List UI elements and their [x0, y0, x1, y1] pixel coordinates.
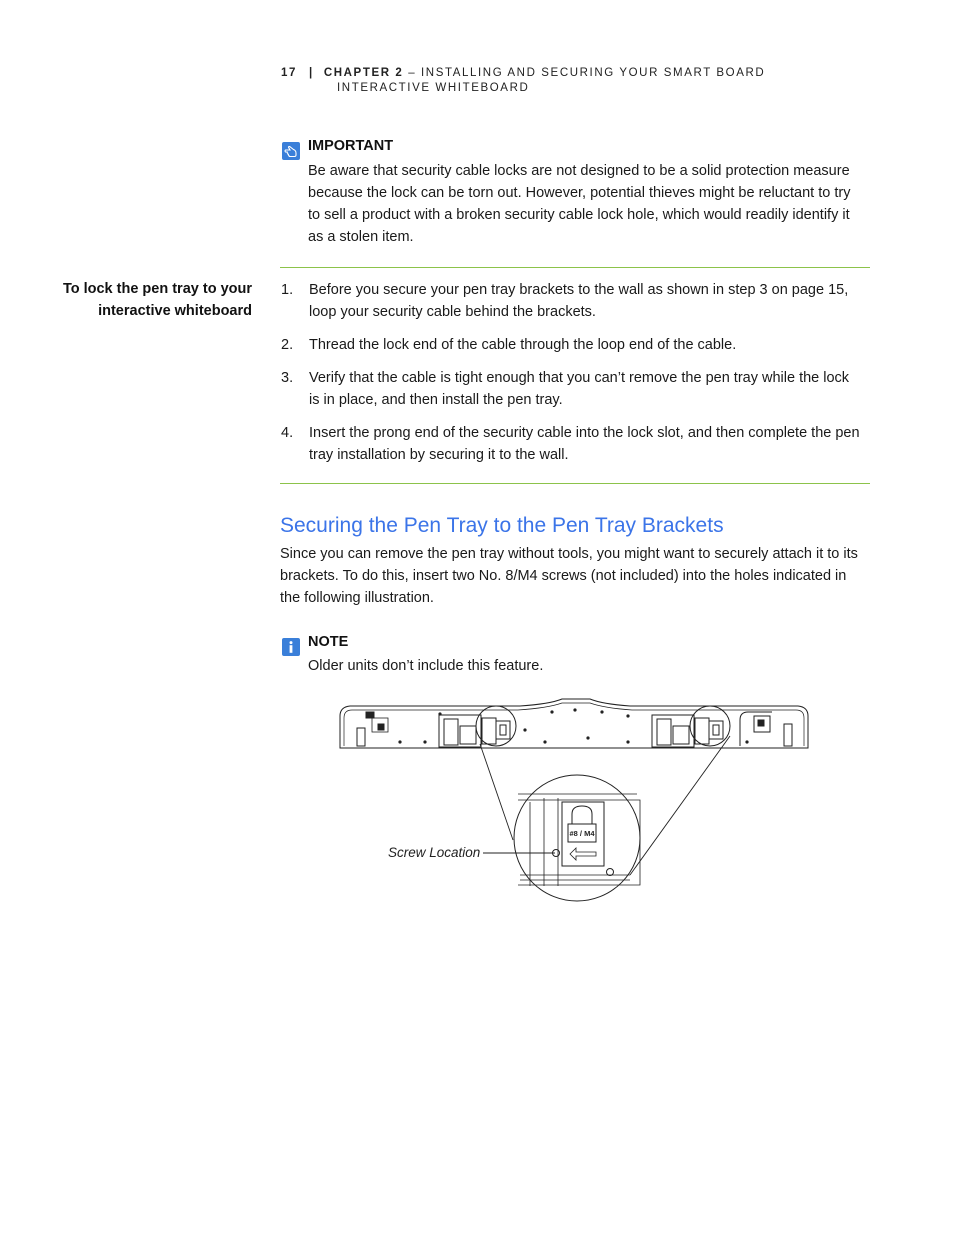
header-separator: | [309, 67, 314, 79]
step-text: Before you secure your pen tray brackets to the wall as shown in step 3 on page 15, loop your security cable behind the brackets. [309, 282, 849, 320]
step-number: 3. [281, 370, 294, 386]
screw-marking: #8 / M4 [569, 829, 595, 838]
header-row-1 [281, 66, 841, 81]
info-icon [282, 638, 300, 656]
step-item [281, 334, 861, 356]
step-text: Insert the prong end of the security cable into the lock slot, and then complete the pen tray installation by securing it to the wall. [309, 425, 860, 463]
step-number: 2. [281, 337, 294, 353]
step-text: Verify that the cable is tight enough that you can’t remove the pen tray while the lock is in place, and then install the pen tray. [309, 370, 850, 408]
procedure-heading: To lock the pen tray to your interactive whiteboard [62, 281, 252, 319]
divider [280, 267, 870, 268]
step-item [281, 422, 861, 466]
procedure-steps [281, 279, 861, 477]
divider [280, 483, 870, 484]
page-number: 17 [281, 67, 297, 79]
important-title: IMPORTANT [308, 138, 394, 154]
chapter-title-line-1: – INSTALLING AND SECURING YOUR SMART BOARD [403, 67, 766, 79]
magnified-detail [514, 775, 640, 901]
chapter-label: CHAPTER 2 [323, 67, 404, 79]
note-text: Older units don’t include this feature. [308, 658, 544, 674]
step-item [281, 367, 861, 411]
pen-tray-illustration [330, 690, 820, 910]
section-title: Securing the Pen Tray to the Pen Tray Brackets [280, 514, 724, 537]
step-text: Thread the lock end of the cable through the loop end of the cable. [309, 337, 737, 353]
pen-tray-outline [340, 699, 808, 748]
chapter-title-line-2: INTERACTIVE WHITEBOARD [337, 82, 530, 94]
section-intro: Since you can remove the pen tray without tools, you might want to securely attach it to its brackets. To do this, insert two No. 8/M4 screws (not included) into the holes indicated in the following illustration. [280, 546, 858, 606]
note-title: NOTE [308, 634, 349, 650]
step-item [281, 279, 861, 323]
page-header [281, 66, 841, 96]
screw-location-label: Screw Location [388, 845, 481, 860]
step-number: 1. [281, 282, 294, 298]
step-number: 4. [281, 425, 294, 441]
pointing-hand-icon [282, 142, 300, 160]
important-text: Be aware that security cable locks are not designed to be a solid protection measure because the lock can be torn out. However, potential thieves might be reluctant to try to sell a product with a broken security cable lock hole, which would readily identify it as a stolen item. [308, 163, 851, 245]
